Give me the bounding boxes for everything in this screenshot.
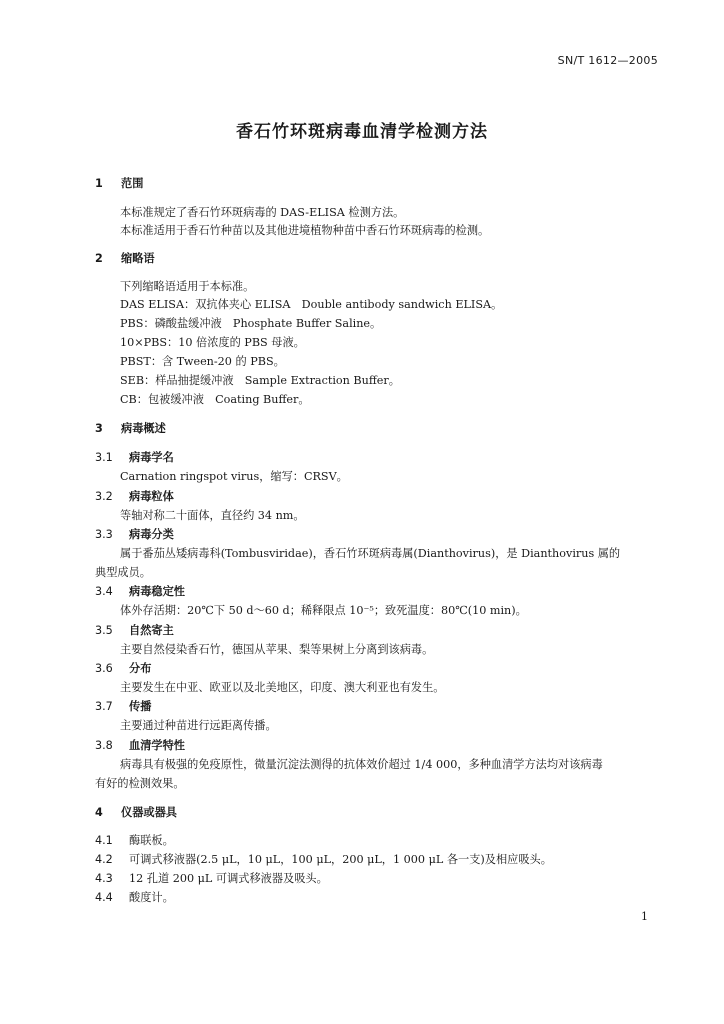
equipment-item: 4.4 酸度计。 — [95, 891, 174, 904]
equipment-item: 4.3 12 孔道 200 μL 可调式移液器及吸头。 — [95, 872, 328, 885]
document-title: 香石竹环斑病毒血清学检测方法 — [236, 122, 488, 142]
abbreviation-term: CB：包被缓冲液 Coating Buffer。 — [120, 393, 310, 406]
subsection-heading: 3.7 传播 — [95, 700, 152, 713]
abbreviation-term: PBS：磷酸盐缓冲液 Phosphate Buffer Saline。 — [120, 317, 382, 330]
subsection-heading: 3.6 分布 — [95, 662, 152, 675]
subsection-heading: 3.1 病毒学名 — [95, 451, 174, 464]
equipment-item: 4.1 酶联板。 — [95, 834, 174, 847]
paragraph: 下列缩略语适用于本标准。 — [120, 280, 255, 293]
paragraph: 属于番茄丛矮病毒科(Tombusviridae)，香石竹环斑病毒属(Dianthovirus)，是 Dianthovirus 属的 — [120, 547, 621, 560]
section-heading-3: 3 病毒概述 — [95, 422, 166, 435]
subsection-heading: 3.8 血清学特性 — [95, 739, 185, 752]
paragraph: 体外存活期：20℃下 50 d～60 d；稀释限点 10⁻⁵；致死温度：80℃(10 min)。 — [120, 604, 527, 617]
paragraph: 病毒具有极强的免疫原性，微量沉淀法测得的抗体效价超过 1/4 000，多种血清学方法均对该病毒 — [120, 758, 603, 771]
subsection-heading: 3.4 病毒稳定性 — [95, 585, 185, 598]
subsection-heading: 3.5 自然寄主 — [95, 624, 174, 637]
paragraph: 等轴对称二十面体，直径约 34 nm。 — [120, 509, 305, 522]
subsection-heading: 3.3 病毒分类 — [95, 528, 174, 541]
equipment-item: 4.2 可调式移液器(2.5 μL，10 μL，100 μL，200 μL，1 000 μL 各一支)及相应吸头。 — [95, 853, 552, 866]
paragraph: Carnation ringspot virus，缩写：CRSV。 — [120, 470, 348, 483]
page-number: 1 — [641, 910, 648, 923]
section-heading-4: 4 仪器或器具 — [95, 806, 177, 819]
subsection-heading: 3.2 病毒粒体 — [95, 490, 174, 503]
paragraph-continuation: 有好的检测效果。 — [95, 777, 185, 790]
abbreviation-term: 10×PBS：10 倍浓度的 PBS 母液。 — [120, 336, 305, 349]
section-heading-2: 2 缩略语 — [95, 252, 155, 265]
abbreviation-term: PBST：含 Tween-20 的 PBS。 — [120, 355, 285, 368]
paragraph: 本标准规定了香石竹环斑病毒的 DAS-ELISA 检测方法。 — [120, 206, 405, 219]
paragraph: 主要发生在中亚、欧亚以及北美地区，印度、澳大利亚也有发生。 — [120, 681, 445, 694]
abbreviation-term: SEB：样品抽提缓冲液 Sample Extraction Buffer。 — [120, 374, 400, 387]
paragraph: 主要通过种苗进行远距离传播。 — [120, 719, 277, 732]
paragraph: 主要自然侵染香石竹，德国从苹果、梨等果树上分离到该病毒。 — [120, 643, 434, 656]
paragraph: 本标准适用于香石竹种苗以及其他进境植物种苗中香石竹环斑病毒的检测。 — [120, 224, 490, 237]
standard-code: SN/T 1612—2005 — [557, 54, 658, 67]
abbreviation-term: DAS ELISA：双抗体夹心 ELISA Double antibody sandwich ELISA。 — [120, 298, 503, 311]
paragraph-continuation: 典型成员。 — [95, 566, 151, 579]
section-heading-1: 1 范围 — [95, 177, 144, 190]
